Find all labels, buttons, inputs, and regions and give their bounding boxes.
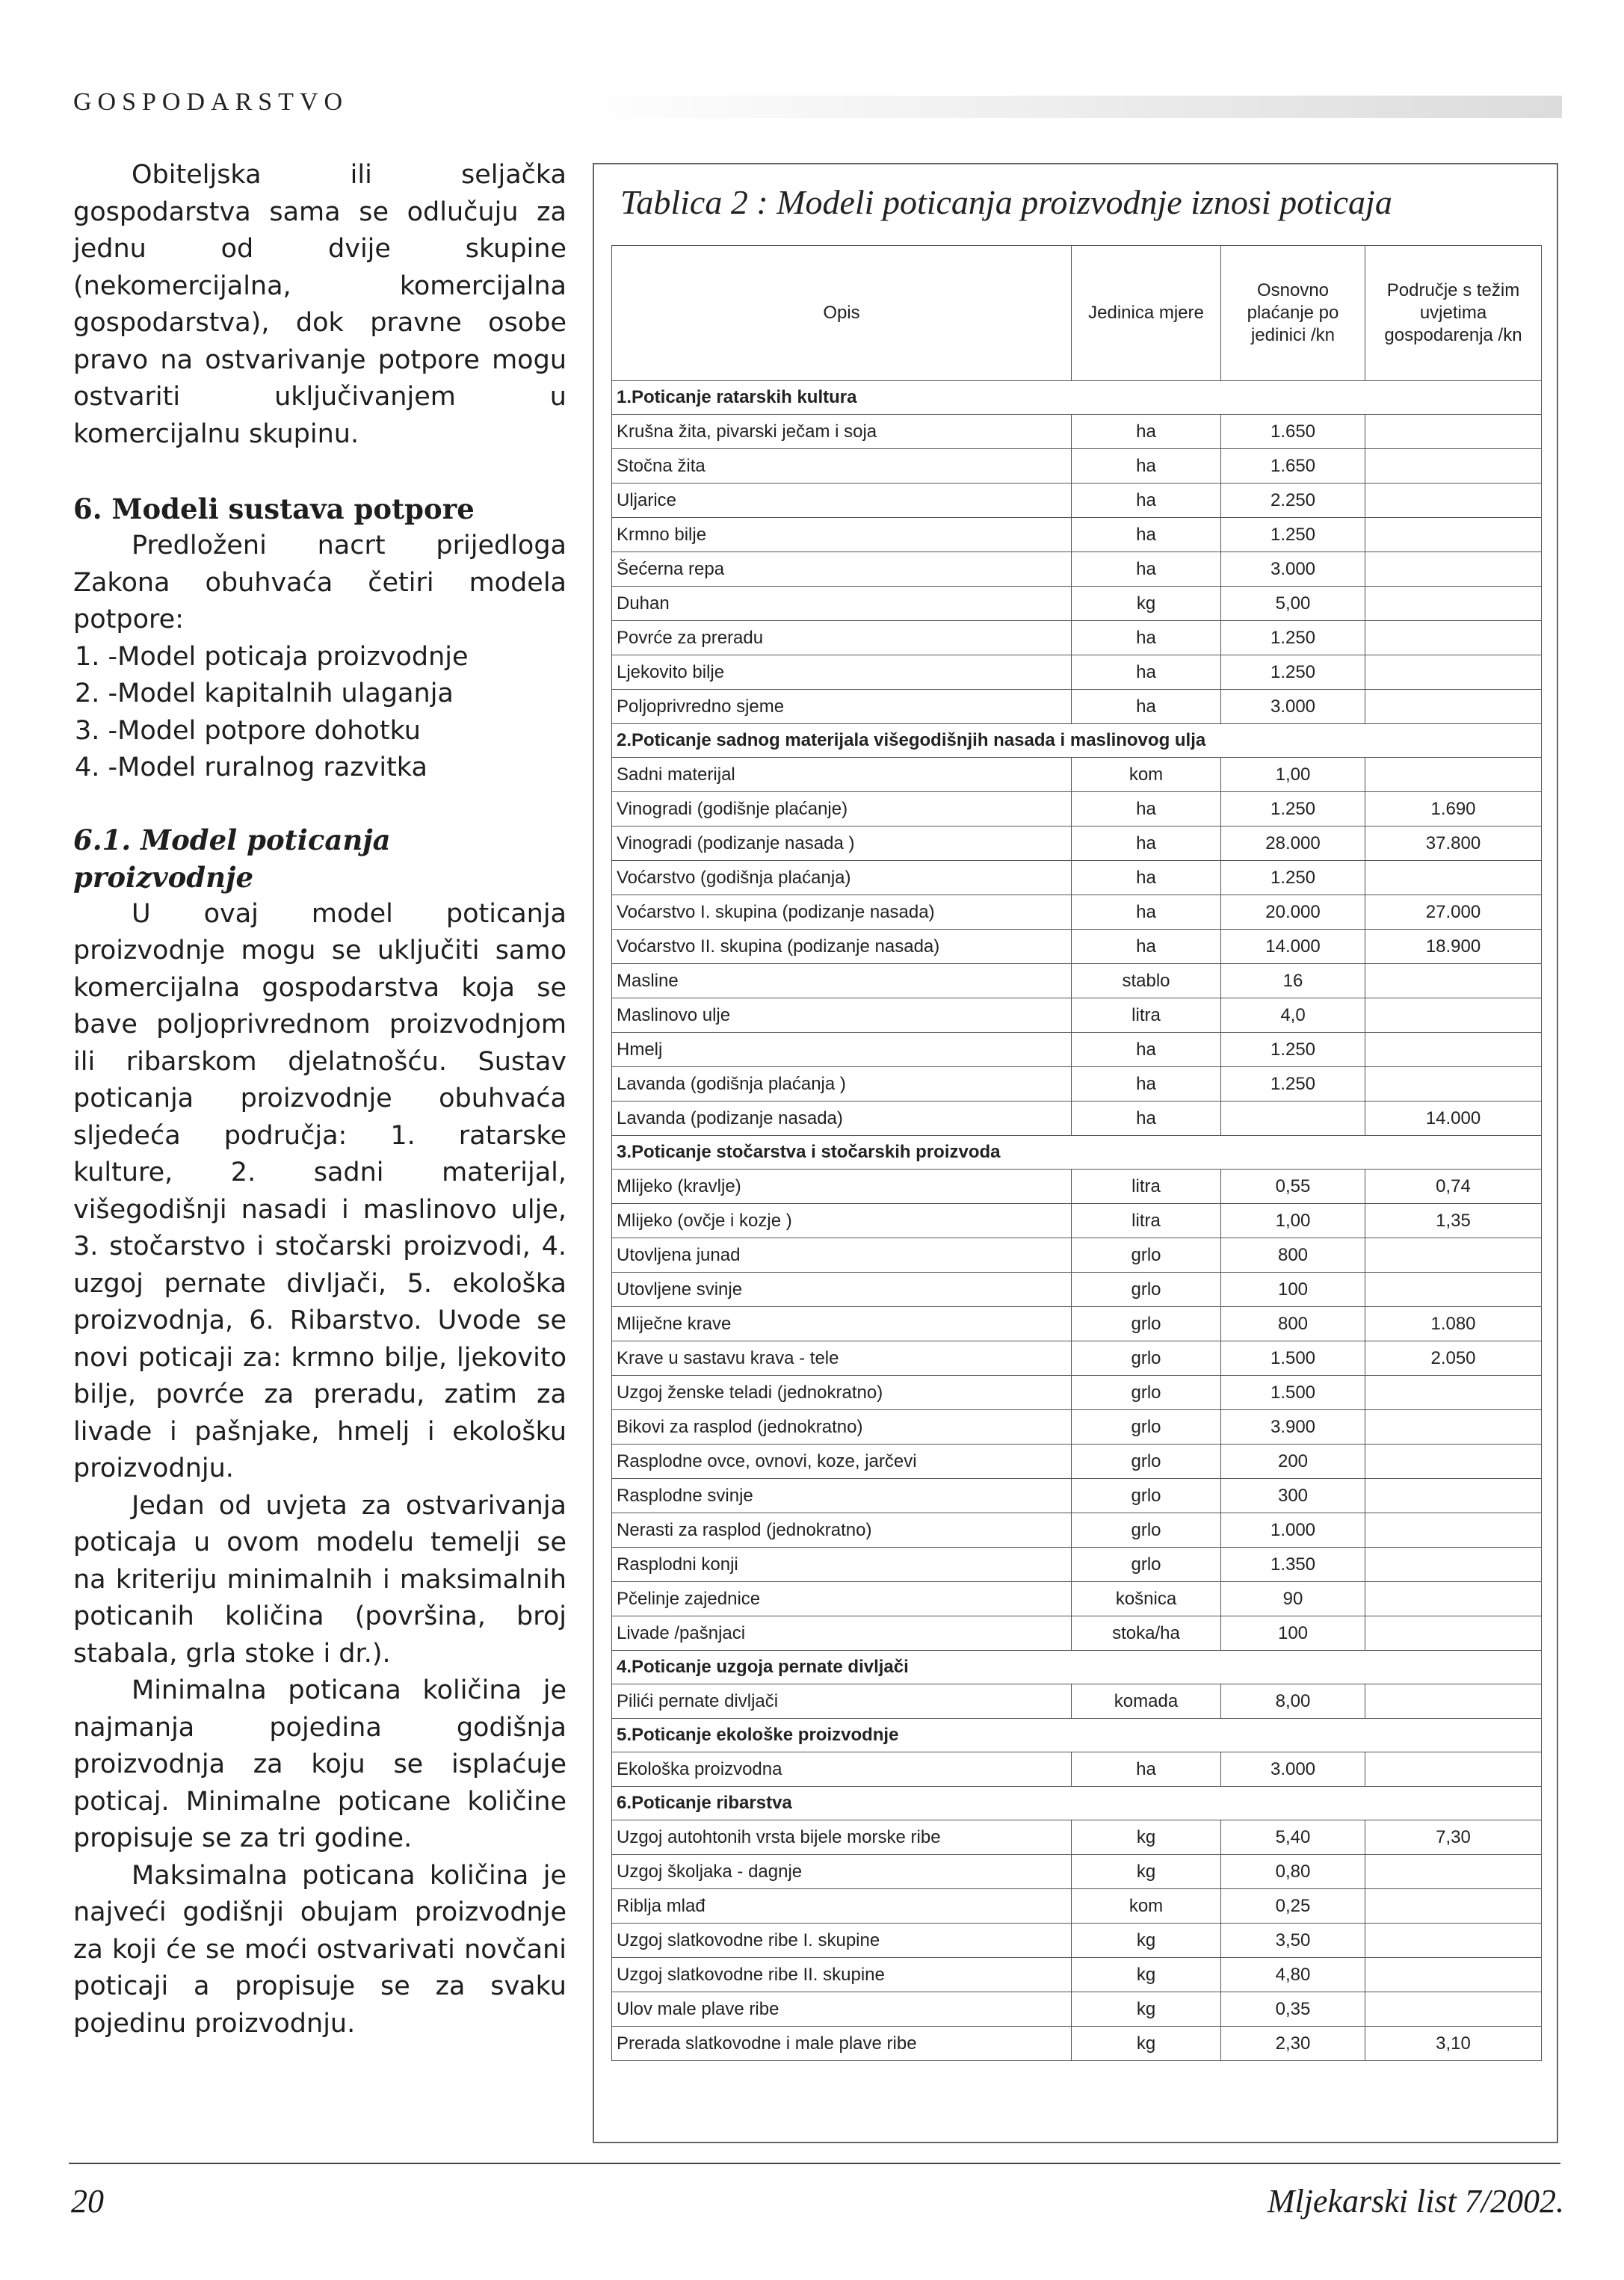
cell-osnovno: 20.000 xyxy=(1221,895,1365,930)
cell-opis: Ekološka proizvodna xyxy=(612,1752,1072,1787)
cell-jedinica: grlo xyxy=(1072,1548,1221,1582)
cell-podrucje xyxy=(1365,621,1542,655)
table-row xyxy=(612,1238,1542,1273)
cell-opis: Šećerna repa xyxy=(612,552,1072,587)
table-row xyxy=(612,1820,1542,1855)
cell-jedinica: ha xyxy=(1072,484,1221,518)
table xyxy=(611,245,1542,2061)
cell-osnovno: 1.250 xyxy=(1221,655,1365,690)
cell-podrucje xyxy=(1365,1410,1542,1445)
cell-jedinica: ha xyxy=(1072,518,1221,552)
cell-podrucje xyxy=(1365,998,1542,1033)
table-row xyxy=(612,1513,1542,1548)
table-row xyxy=(612,1376,1542,1410)
table-row xyxy=(612,861,1542,895)
cell-jedinica: kg xyxy=(1072,1855,1221,1889)
cell-podrucje: 1,35 xyxy=(1365,1204,1542,1238)
cell-jedinica: ha xyxy=(1072,552,1221,587)
cell-opis: Rasplodne ovce, ovnovi, koze, jarčevi xyxy=(612,1445,1072,1479)
table-row xyxy=(612,1067,1542,1102)
cell-osnovno: 2.250 xyxy=(1221,484,1365,518)
cell-jedinica: kom xyxy=(1072,758,1221,792)
cell-jedinica: kg xyxy=(1072,1820,1221,1855)
table-row xyxy=(612,1410,1542,1445)
cell-osnovno: 3,50 xyxy=(1221,1924,1365,1958)
cell-podrucje xyxy=(1365,1513,1542,1548)
cell-podrucje xyxy=(1365,1889,1542,1924)
cell-opis: Mliječne krave xyxy=(612,1307,1072,1341)
cell-osnovno: 1.650 xyxy=(1221,415,1365,449)
cell-opis: Sadni materijal xyxy=(612,758,1072,792)
cell-jedinica: ha xyxy=(1072,792,1221,827)
cell-opis: Uzgoj autohtonih vrsta bijele morske ribe xyxy=(612,1820,1072,1855)
cell-podrucje xyxy=(1365,1067,1542,1102)
cell-jedinica: ha xyxy=(1072,655,1221,690)
table-row xyxy=(612,1445,1542,1479)
cell-opis: Uljarice xyxy=(612,484,1072,518)
cell-osnovno: 200 xyxy=(1221,1445,1365,1479)
cell-podrucje xyxy=(1365,1924,1542,1958)
cell-osnovno: 3.900 xyxy=(1221,1410,1365,1445)
table-row xyxy=(612,690,1542,724)
cell-jedinica: ha xyxy=(1072,1067,1221,1102)
cell-osnovno: 0,35 xyxy=(1221,1992,1365,2027)
cell-osnovno: 2,30 xyxy=(1221,2027,1365,2061)
table-section-row xyxy=(612,1719,1542,1752)
page-number: 20 xyxy=(71,2183,104,2219)
header-jedinica: Jedinica mjere xyxy=(1072,246,1221,381)
table-row xyxy=(612,1684,1542,1719)
section-title-cell: 2.Poticanje sadnog materijala višegodišnjih nasada i maslinovog ulja xyxy=(612,724,1542,758)
cell-podrucje xyxy=(1365,1273,1542,1307)
cell-opis: Mlijeko (kravlje) xyxy=(612,1170,1072,1204)
cell-jedinica: kg xyxy=(1072,2027,1221,2061)
cell-opis: Krmno bilje xyxy=(612,518,1072,552)
cell-podrucje: 14.000 xyxy=(1365,1102,1542,1136)
cell-osnovno xyxy=(1221,1102,1365,1136)
cell-jedinica: grlo xyxy=(1072,1445,1221,1479)
table-row xyxy=(612,792,1542,827)
table-row xyxy=(612,1548,1542,1582)
table-section-row xyxy=(612,1651,1542,1684)
cell-podrucje xyxy=(1365,758,1542,792)
cell-opis: Maslinovo ulje xyxy=(612,998,1072,1033)
cell-podrucje xyxy=(1365,415,1542,449)
cell-jedinica: komada xyxy=(1072,1684,1221,1719)
cell-jedinica: kg xyxy=(1072,1992,1221,2027)
cell-opis: Ljekovito bilje xyxy=(612,655,1072,690)
cell-osnovno: 3.000 xyxy=(1221,552,1365,587)
cell-osnovno: 1.250 xyxy=(1221,1067,1365,1102)
cell-opis: Vinogradi (godišnje plaćanje) xyxy=(612,792,1072,827)
cell-jedinica: grlo xyxy=(1072,1273,1221,1307)
cell-jedinica: stoka/ha xyxy=(1072,1616,1221,1651)
cell-podrucje xyxy=(1365,552,1542,587)
cell-opis: Povrće za preradu xyxy=(612,621,1072,655)
section6-heading: 6. Modeli sustava potpore xyxy=(73,492,475,525)
cell-osnovno: 1.350 xyxy=(1221,1548,1365,1582)
cell-opis: Masline xyxy=(612,964,1072,998)
paragraph: U ovaj model poticanja proizvodnje mogu se uključiti samo komercijalna gospodarstva koja se bave poljoprivrednom proizvodnjom ili ribarskom djelatnošću. Sustav poticanja proizvodnje obuhvaća sljedeća područja: 1. ratarske kulture, 2. sadni materijal, višegodišnji nasadi i maslinovo ulje, 3. stočarstvo i stočarski proizvodi, 4. uzgoj pernate divljači, 5. ekološka proizvodnja, 6. Ribarstvo. Uvode se novi poticaji za: krmno bilje, ljekovito bilje, povrće za preradu, zatim za livade i pašnjake, hmelj i ekološku proizvodnju. xyxy=(73,898,566,1483)
table-row xyxy=(612,1341,1542,1376)
cell-osnovno: 4,80 xyxy=(1221,1958,1365,1992)
cell-jedinica: kg xyxy=(1072,1924,1221,1958)
cell-podrucje xyxy=(1365,1958,1542,1992)
table-row xyxy=(612,1889,1542,1924)
table-row xyxy=(612,827,1542,861)
table-row xyxy=(612,552,1542,587)
table-row xyxy=(612,1204,1542,1238)
cell-osnovno: 1,00 xyxy=(1221,758,1365,792)
cell-osnovno: 1.650 xyxy=(1221,449,1365,484)
cell-osnovno: 100 xyxy=(1221,1273,1365,1307)
cell-podrucje xyxy=(1365,1752,1542,1787)
table-row xyxy=(612,1102,1542,1136)
list-item: 1. -Model poticaja proizvodnje xyxy=(75,641,469,672)
table-row xyxy=(612,1992,1542,2027)
paragraph: Jedan od uvjeta za ostvarivanja poticaja u ovom modelu temelji se na kriteriju minimalnih i maksimalnih poticanih količina (površina, broj stabala, grla stoke i dr.). xyxy=(73,1490,566,1669)
cell-podrucje: 0,74 xyxy=(1365,1170,1542,1204)
cell-osnovno: 14.000 xyxy=(1221,930,1365,964)
cell-opis: Uzgoj slatkovodne ribe I. skupine xyxy=(612,1924,1072,1958)
cell-opis: Vinogradi (podizanje nasada ) xyxy=(612,827,1072,861)
table-section-row xyxy=(612,1787,1542,1820)
cell-podrucje: 18.900 xyxy=(1365,930,1542,964)
cell-opis: Rasplodni konji xyxy=(612,1548,1072,1582)
cell-podrucje xyxy=(1365,861,1542,895)
cell-opis: Stočna žita xyxy=(612,449,1072,484)
cell-jedinica: kom xyxy=(1072,1889,1221,1924)
cell-osnovno: 5,40 xyxy=(1221,1820,1365,1855)
cell-jedinica: ha xyxy=(1072,861,1221,895)
section-title-cell: 5.Poticanje ekološke proizvodnje xyxy=(612,1719,1542,1752)
cell-osnovno: 8,00 xyxy=(1221,1684,1365,1719)
cell-opis: Uzgoj ženske teladi (jednokratno) xyxy=(612,1376,1072,1410)
table-row xyxy=(612,1479,1542,1513)
journal-name: Mljekarski list 7/2002. xyxy=(1267,2183,1564,2219)
table-section-row xyxy=(612,381,1542,415)
cell-opis: Ulov male plave ribe xyxy=(612,1992,1072,2027)
cell-opis: Pilići pernate divljači xyxy=(612,1684,1072,1719)
table-row xyxy=(612,415,1542,449)
table-row xyxy=(612,1273,1542,1307)
cell-opis: Krave u sastavu krava - tele xyxy=(612,1341,1072,1376)
cell-opis: Lavanda (podizanje nasada) xyxy=(612,1102,1072,1136)
table-row xyxy=(612,998,1542,1033)
left-column xyxy=(73,157,566,2042)
cell-opis: Pčelinje zajednice xyxy=(612,1582,1072,1616)
table-row xyxy=(612,1170,1542,1204)
table-row xyxy=(612,895,1542,930)
table-section-row xyxy=(612,724,1542,758)
list-item: 2. -Model kapitalnih ulaganja xyxy=(75,679,454,708)
cell-podrucje xyxy=(1365,1033,1542,1067)
cell-osnovno: 100 xyxy=(1221,1616,1365,1651)
subsidy-table xyxy=(611,245,1541,2061)
cell-jedinica: grlo xyxy=(1072,1513,1221,1548)
cell-podrucje xyxy=(1365,518,1542,552)
cell-osnovno: 1,00 xyxy=(1221,1204,1365,1238)
cell-podrucje xyxy=(1365,964,1542,998)
cell-podrucje xyxy=(1365,655,1542,690)
cell-jedinica: stablo xyxy=(1072,964,1221,998)
cell-podrucje xyxy=(1365,484,1542,518)
cell-opis: Duhan xyxy=(612,587,1072,621)
header-bar xyxy=(568,96,1562,118)
section61-heading: 6.1. Model poticanja proizvodnje xyxy=(73,823,391,894)
cell-jedinica: ha xyxy=(1072,621,1221,655)
section-title: GOSPODARSTVO xyxy=(73,88,349,116)
cell-osnovno: 1.250 xyxy=(1221,621,1365,655)
intro-paragraph: Obiteljska ili seljačka gospodarstva sama se odlučuju za jednu od dvije skupine (nekomercijalna, komercijalna gospodarstva), dok pravne osobe pravo na ostvarivanje potpore mogu ostvariti uključivanjem u komercijalnu skupinu. xyxy=(73,160,566,449)
table-row xyxy=(612,655,1542,690)
table-row xyxy=(612,964,1542,998)
cell-podrucje: 1.690 xyxy=(1365,792,1542,827)
cell-opis: Utovljene svinje xyxy=(612,1273,1072,1307)
table-row xyxy=(612,518,1542,552)
paragraph: Maksimalna poticana količina je najveći godišnji obujam proizvodnje za koji će se moći ostvarivati novčani poticaji a propisuje se za svaku pojedinu proizvodnju. xyxy=(73,1860,566,2039)
table-row xyxy=(612,2027,1542,2061)
cell-osnovno: 800 xyxy=(1221,1307,1365,1341)
cell-osnovno: 0,80 xyxy=(1221,1855,1365,1889)
cell-opis: Livade /pašnjaci xyxy=(612,1616,1072,1651)
section-title-cell: 6.Poticanje ribarstva xyxy=(612,1787,1542,1820)
cell-jedinica: litra xyxy=(1072,998,1221,1033)
table-row xyxy=(612,1307,1542,1341)
cell-osnovno: 1.250 xyxy=(1221,792,1365,827)
cell-podrucje xyxy=(1365,1238,1542,1273)
table-row xyxy=(612,1855,1542,1889)
cell-podrucje: 3,10 xyxy=(1365,2027,1542,2061)
table-row xyxy=(612,587,1542,621)
cell-podrucje xyxy=(1365,1582,1542,1616)
table-row xyxy=(612,449,1542,484)
cell-opis: Krušna žita, pivarski ječam i soja xyxy=(612,415,1072,449)
cell-opis: Uzgoj školjaka - dagnje xyxy=(612,1855,1072,1889)
cell-osnovno: 1.000 xyxy=(1221,1513,1365,1548)
cell-jedinica: kg xyxy=(1072,587,1221,621)
cell-podrucje xyxy=(1365,1548,1542,1582)
cell-jedinica: grlo xyxy=(1072,1307,1221,1341)
cell-podrucje xyxy=(1365,1479,1542,1513)
paragraph: Minimalna poticana količina je najmanja pojedina godišnja proizvodnja za koju se isplaćuje poticaj. Minimalne poticane količine propisuje se za tri godine. xyxy=(73,1675,566,1853)
cell-opis: Uzgoj slatkovodne ribe II. skupine xyxy=(612,1958,1072,1992)
cell-osnovno: 90 xyxy=(1221,1582,1365,1616)
cell-osnovno: 16 xyxy=(1221,964,1365,998)
cell-osnovno: 1.250 xyxy=(1221,518,1365,552)
section6-intro: Predloženi nacrt prijedloga Zakona obuhvaća četiri modela potpore: xyxy=(73,531,566,634)
list-item: 3. -Model potpore dohotku xyxy=(75,715,421,746)
cell-osnovno: 1.500 xyxy=(1221,1341,1365,1376)
cell-podrucje xyxy=(1365,587,1542,621)
cell-opis: Poljoprivredno sjeme xyxy=(612,690,1072,724)
cell-opis: Voćarstvo (godišnja plaćanja) xyxy=(612,861,1072,895)
cell-jedinica: ha xyxy=(1072,415,1221,449)
table-row xyxy=(612,1033,1542,1067)
cell-jedinica: litra xyxy=(1072,1170,1221,1204)
table-section-row xyxy=(612,1136,1542,1170)
table-body xyxy=(612,381,1542,2061)
header-opis: Opis xyxy=(612,246,1072,381)
cell-jedinica: ha xyxy=(1072,827,1221,861)
cell-osnovno: 0,55 xyxy=(1221,1170,1365,1204)
cell-jedinica: grlo xyxy=(1072,1376,1221,1410)
cell-podrucje xyxy=(1365,1376,1542,1410)
cell-osnovno: 300 xyxy=(1221,1479,1365,1513)
cell-jedinica: grlo xyxy=(1072,1410,1221,1445)
cell-jedinica: ha xyxy=(1072,690,1221,724)
table-row xyxy=(612,621,1542,655)
table-row xyxy=(612,930,1542,964)
cell-jedinica: ha xyxy=(1072,449,1221,484)
table-header-row xyxy=(612,246,1542,381)
cell-jedinica: ha xyxy=(1072,1752,1221,1787)
cell-opis: Prerada slatkovodne i male plave ribe xyxy=(612,2027,1072,2061)
cell-opis: Voćarstvo I. skupina (podizanje nasada) xyxy=(612,895,1072,930)
cell-podrucje xyxy=(1365,1616,1542,1651)
cell-podrucje: 1.080 xyxy=(1365,1307,1542,1341)
cell-podrucje xyxy=(1365,1445,1542,1479)
table-caption: Tablica 2 : Modeli poticanja proizvodnje iznosi poticaja xyxy=(620,183,1392,221)
cell-opis: Nerasti za rasplod (jednokratno) xyxy=(612,1513,1072,1548)
cell-osnovno: 1.250 xyxy=(1221,1033,1365,1067)
cell-jedinica: grlo xyxy=(1072,1479,1221,1513)
table-row xyxy=(612,1616,1542,1651)
table-row xyxy=(612,1752,1542,1787)
cell-osnovno: 0,25 xyxy=(1221,1889,1365,1924)
cell-podrucje: 7,30 xyxy=(1365,1820,1542,1855)
cell-podrucje: 27.000 xyxy=(1365,895,1542,930)
header-osnovno: Osnovno plaćanje po jedinici /kn xyxy=(1221,246,1365,381)
cell-opis: Hmelj xyxy=(612,1033,1072,1067)
cell-opis: Lavanda (godišnja plaćanja ) xyxy=(612,1067,1072,1102)
table-row xyxy=(612,758,1542,792)
cell-opis: Riblja mlađ xyxy=(612,1889,1072,1924)
cell-osnovno: 28.000 xyxy=(1221,827,1365,861)
section-title-cell: 4.Poticanje uzgoja pernate divljači xyxy=(612,1651,1542,1684)
cell-osnovno: 3.000 xyxy=(1221,1752,1365,1787)
cell-podrucje xyxy=(1365,1855,1542,1889)
cell-osnovno: 5,00 xyxy=(1221,587,1365,621)
cell-osnovno: 4,0 xyxy=(1221,998,1365,1033)
list-item: 4. -Model ruralnog razvitka xyxy=(75,753,427,782)
table-row xyxy=(612,1958,1542,1992)
cell-podrucje: 37.800 xyxy=(1365,827,1542,861)
cell-jedinica: litra xyxy=(1072,1204,1221,1238)
footer-rule xyxy=(69,2163,1560,2164)
models-list xyxy=(73,639,566,787)
cell-opis: Mlijeko (ovčje i kozje ) xyxy=(612,1204,1072,1238)
cell-jedinica: košnica xyxy=(1072,1582,1221,1616)
cell-osnovno: 1.500 xyxy=(1221,1376,1365,1410)
cell-jedinica: grlo xyxy=(1072,1238,1221,1273)
cell-opis: Utovljena junad xyxy=(612,1238,1072,1273)
table-row xyxy=(612,1582,1542,1616)
section-title-cell: 1.Poticanje ratarskih kultura xyxy=(612,381,1542,415)
cell-opis: Rasplodne svinje xyxy=(612,1479,1072,1513)
section-title-cell: 3.Poticanje stočarstva i stočarskih proizvoda xyxy=(612,1136,1542,1170)
table-row xyxy=(612,484,1542,518)
cell-podrucje xyxy=(1365,1684,1542,1719)
cell-jedinica: ha xyxy=(1072,1102,1221,1136)
table-row xyxy=(612,1924,1542,1958)
cell-osnovno: 800 xyxy=(1221,1238,1365,1273)
cell-podrucje: 2.050 xyxy=(1365,1341,1542,1376)
cell-osnovno: 3.000 xyxy=(1221,690,1365,724)
cell-osnovno: 1.250 xyxy=(1221,861,1365,895)
cell-podrucje xyxy=(1365,1992,1542,2027)
header-podrucje: Područje s težim uvjetima gospodarenja /kn xyxy=(1365,246,1542,381)
cell-jedinica: ha xyxy=(1072,1033,1221,1067)
cell-jedinica: ha xyxy=(1072,930,1221,964)
cell-jedinica: kg xyxy=(1072,1958,1221,1992)
cell-jedinica: ha xyxy=(1072,895,1221,930)
cell-jedinica: grlo xyxy=(1072,1341,1221,1376)
cell-opis: Bikovi za rasplod (jednokratno) xyxy=(612,1410,1072,1445)
cell-podrucje xyxy=(1365,690,1542,724)
cell-podrucje xyxy=(1365,449,1542,484)
cell-opis: Voćarstvo II. skupina (podizanje nasada) xyxy=(612,930,1072,964)
